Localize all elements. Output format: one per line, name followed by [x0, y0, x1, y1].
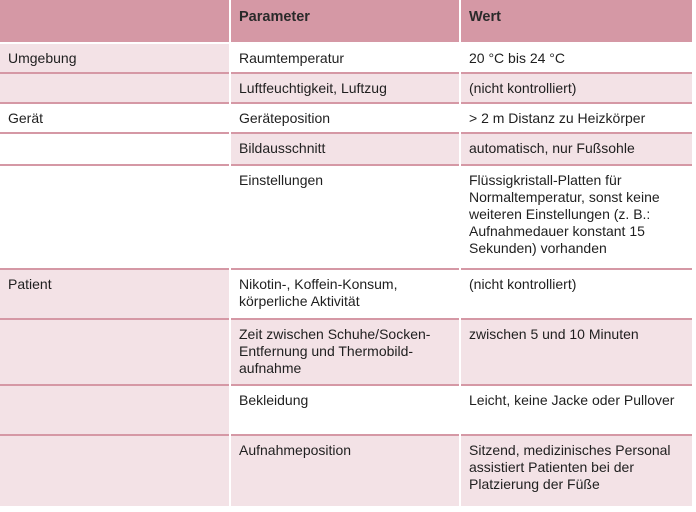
value-cell: Sitzend, medizinisches Personal assistiert Patienten bei der Platzierung der Füße: [461, 436, 692, 506]
param-cell: Nikotin-, Koffein-Konsum, körperliche Aktivität: [231, 270, 459, 318]
param-cell: Bildausschnitt: [231, 134, 459, 164]
param-cell: Raumtemperatur: [231, 44, 459, 72]
group-filler: [0, 166, 229, 268]
header-col-wert: Wert: [469, 9, 501, 25]
param-cell: Einstellungen: [231, 166, 459, 268]
value-cell: (nicht kontrolliert): [461, 74, 692, 102]
value-cell: (nicht kontrolliert): [461, 270, 692, 318]
table-row: [0, 320, 692, 386]
group-filler: [0, 320, 229, 384]
table-row: [0, 386, 692, 436]
group-filler: [0, 386, 229, 434]
group-filler: [0, 436, 229, 506]
group-label-patient: Patient: [0, 270, 229, 318]
param-cell: Geräteposition: [231, 104, 459, 132]
group-filler: [0, 134, 229, 164]
table-row: [0, 134, 692, 166]
value-cell: > 2 m Distanz zu Heizkörper: [461, 104, 692, 132]
value-cell: 20 °C bis 24 °C: [461, 44, 692, 72]
param-cell: Zeit zwischen Schuhe/Socken-Entfernung und Thermobild-aufnahme: [231, 320, 459, 384]
value-cell: automatisch, nur Fußsohle: [461, 134, 692, 164]
column-divider: [459, 0, 461, 505]
param-cell: Bekleidung: [231, 386, 459, 434]
table-row: [0, 74, 692, 104]
table-row: [0, 166, 692, 270]
value-cell: Flüssigkristall-Platten für Normaltemperatur, sonst keine weiteren Einstellungen (z. B.: Aufnahmedauer konstant 15 Sekunden) vorhanden: [461, 166, 692, 268]
group-label-geraet: Gerät: [0, 104, 229, 132]
value-cell: Leicht, keine Jacke oder Pullover: [461, 386, 692, 434]
param-cell: Aufnahmeposition: [231, 436, 459, 506]
header-col-parameter: Parameter: [239, 9, 310, 25]
table-row: [0, 104, 692, 134]
header-col-group: [0, 0, 229, 42]
value-cell: zwischen 5 und 10 Minuten: [461, 320, 692, 384]
table-row: [0, 270, 692, 320]
table-row: [0, 44, 692, 74]
param-cell: Luftfeuchtigkeit, Luftzug: [231, 74, 459, 102]
column-divider: [229, 0, 231, 505]
table-row: [0, 436, 692, 506]
group-label-umgebung: Umgebung: [0, 44, 229, 72]
group-filler: [0, 74, 229, 102]
table-header: [0, 0, 692, 42]
